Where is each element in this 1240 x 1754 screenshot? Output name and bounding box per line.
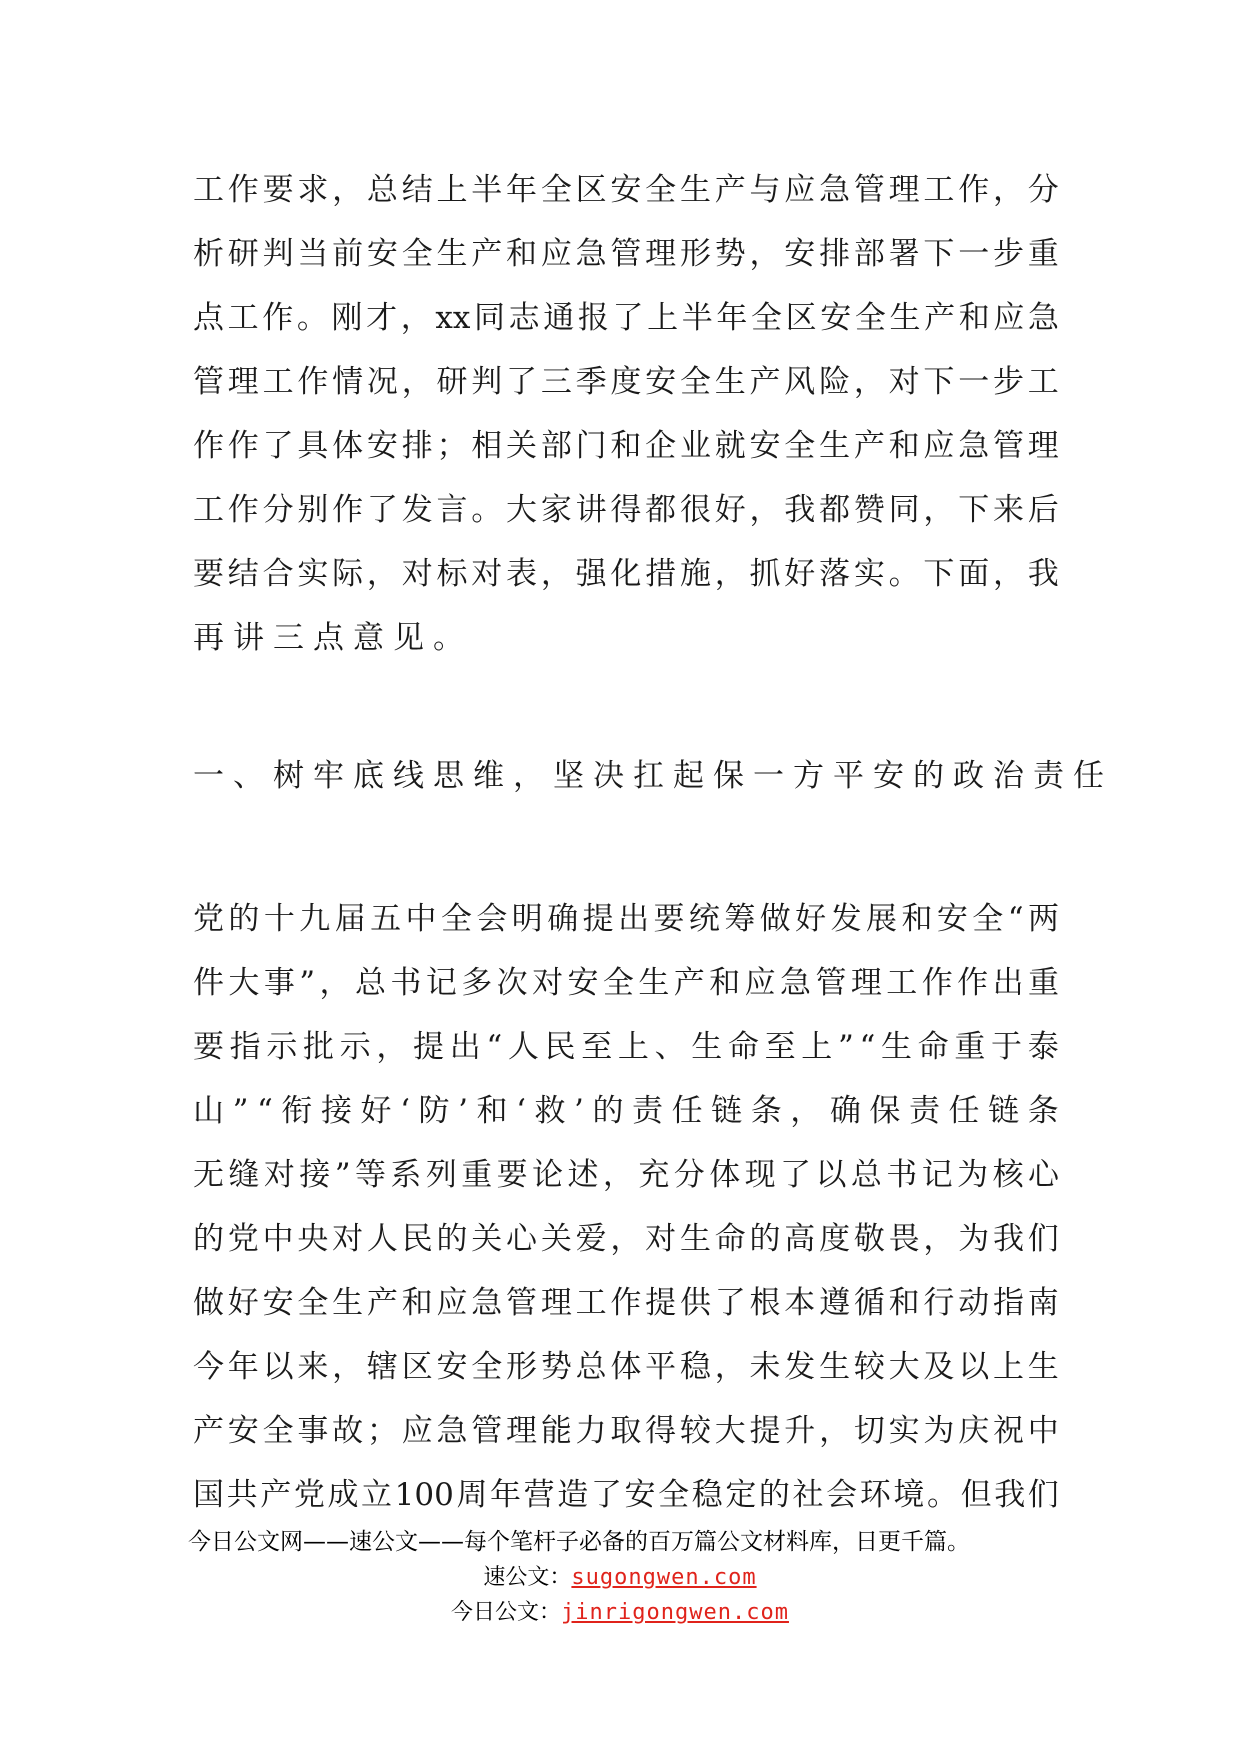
- footer-link-label: 今日公文：: [451, 1600, 562, 1625]
- sugongwen-link[interactable]: sugongwen.com: [571, 1565, 757, 1590]
- text-line: 国 共 产 党 成 立 100 周 年 营 造 了 安 全 稳 定 的 社 会 环 境 。 但 我 们: [193, 1477, 1059, 1513]
- section-heading: [193, 744, 1113, 808]
- jinrigongwen-link[interactable]: jinrigongwen.com: [561, 1600, 789, 1625]
- heading-text: 一 、 树 牢 底 线 思 维 ， 坚 决 扛 起 保 一 方 平 安 的 政 治 责 任: [193, 758, 1113, 794]
- text-line: 工 作 要 求 ， 总 结 上 半 年 全 区 安 全 生 产 与 应 急 管 理 工 作 ， 分: [193, 172, 1059, 208]
- text-line: 件 大 事 ” ， 总 书 记 多 次 对 安 全 生 产 和 应 急 管 理 工 作 作 出 重: [193, 965, 1059, 1001]
- paragraph-1: [193, 158, 1059, 670]
- text-line: 管 理 工 作 情 况 ， 研 判 了 三 季 度 安 全 生 产 风 险 ， 对 下 一 步 工: [193, 364, 1059, 400]
- text-line: 要 指 示 批 示 ， 提 出 “ 人 民 至 上 、 生 命 至 上 ” “ 生 命 重 于 泰: [193, 1029, 1059, 1065]
- text-line: 再 讲 三 点 意 见 。: [193, 620, 473, 656]
- paragraph-2: [193, 887, 1059, 1527]
- text-line: 要 结 合 实 际 ， 对 标 对 表 ， 强 化 措 施 ， 抓 好 落 实 。 下 面 ， 我: [193, 556, 1059, 592]
- text-line: 山 ” “ 衔 接 好 ‘ 防 ’ 和 ‘ 救 ’ 的 责 任 链 条 ， 确 保 责 任 链 条: [193, 1093, 1059, 1129]
- text-line: 作 作 了 具 体 安 排 ； 相 关 部 门 和 企 业 就 安 全 生 产 和 应 急 管 理: [193, 428, 1059, 464]
- text-line: 工 作 分 别 作 了 发 言 。 大 家 讲 得 都 很 好 ， 我 都 赞 同 ， 下 来 后: [193, 492, 1059, 528]
- footer-link-row-1: [0, 1563, 1240, 1593]
- text-line: 做 好 安 全 生 产 和 应 急 管 理 工 作 提 供 了 根 本 遵 循 和 行 动 指 南: [193, 1285, 1059, 1321]
- text-line: 今 年 以 来 ， 辖 区 安 全 形 势 总 体 平 稳 ， 未 发 生 较 大 及 以 上 生: [193, 1349, 1059, 1385]
- text-line: 产 安 全 事 故 ； 应 急 管 理 能 力 取 得 较 大 提 升 ， 切 实 为 庆 祝 中: [193, 1413, 1059, 1449]
- footer-slogan: 今日公文网——速公文——每个笔杆子必备的百万篇公文材料库，日更千篇。: [188, 1529, 970, 1555]
- footer-link-label: 速公文：: [483, 1565, 572, 1590]
- text-line: 党 的 十 九 届 五 中 全 会 明 确 提 出 要 统 筹 做 好 发 展 和 安 全 “ 两: [193, 901, 1059, 937]
- text-line: 析 研 判 当 前 安 全 生 产 和 应 急 管 理 形 势 ， 安 排 部 署 下 一 步 重: [193, 236, 1059, 272]
- text-line: 点 工 作 。 刚 才 ， xx 同 志 通 报 了 上 半 年 全 区 安 全 生 产 和 应 急: [193, 300, 1059, 336]
- text-line: 无 缝 对 接 ” 等 系 列 重 要 论 述 ， 充 分 体 现 了 以 总 书 记 为 核 心: [193, 1157, 1059, 1193]
- text-line: 的 党 中 央 对 人 民 的 关 心 关 爱 ， 对 生 命 的 高 度 敬 畏 ， 为 我 们: [193, 1221, 1059, 1257]
- footer-link-row-2: [0, 1598, 1240, 1628]
